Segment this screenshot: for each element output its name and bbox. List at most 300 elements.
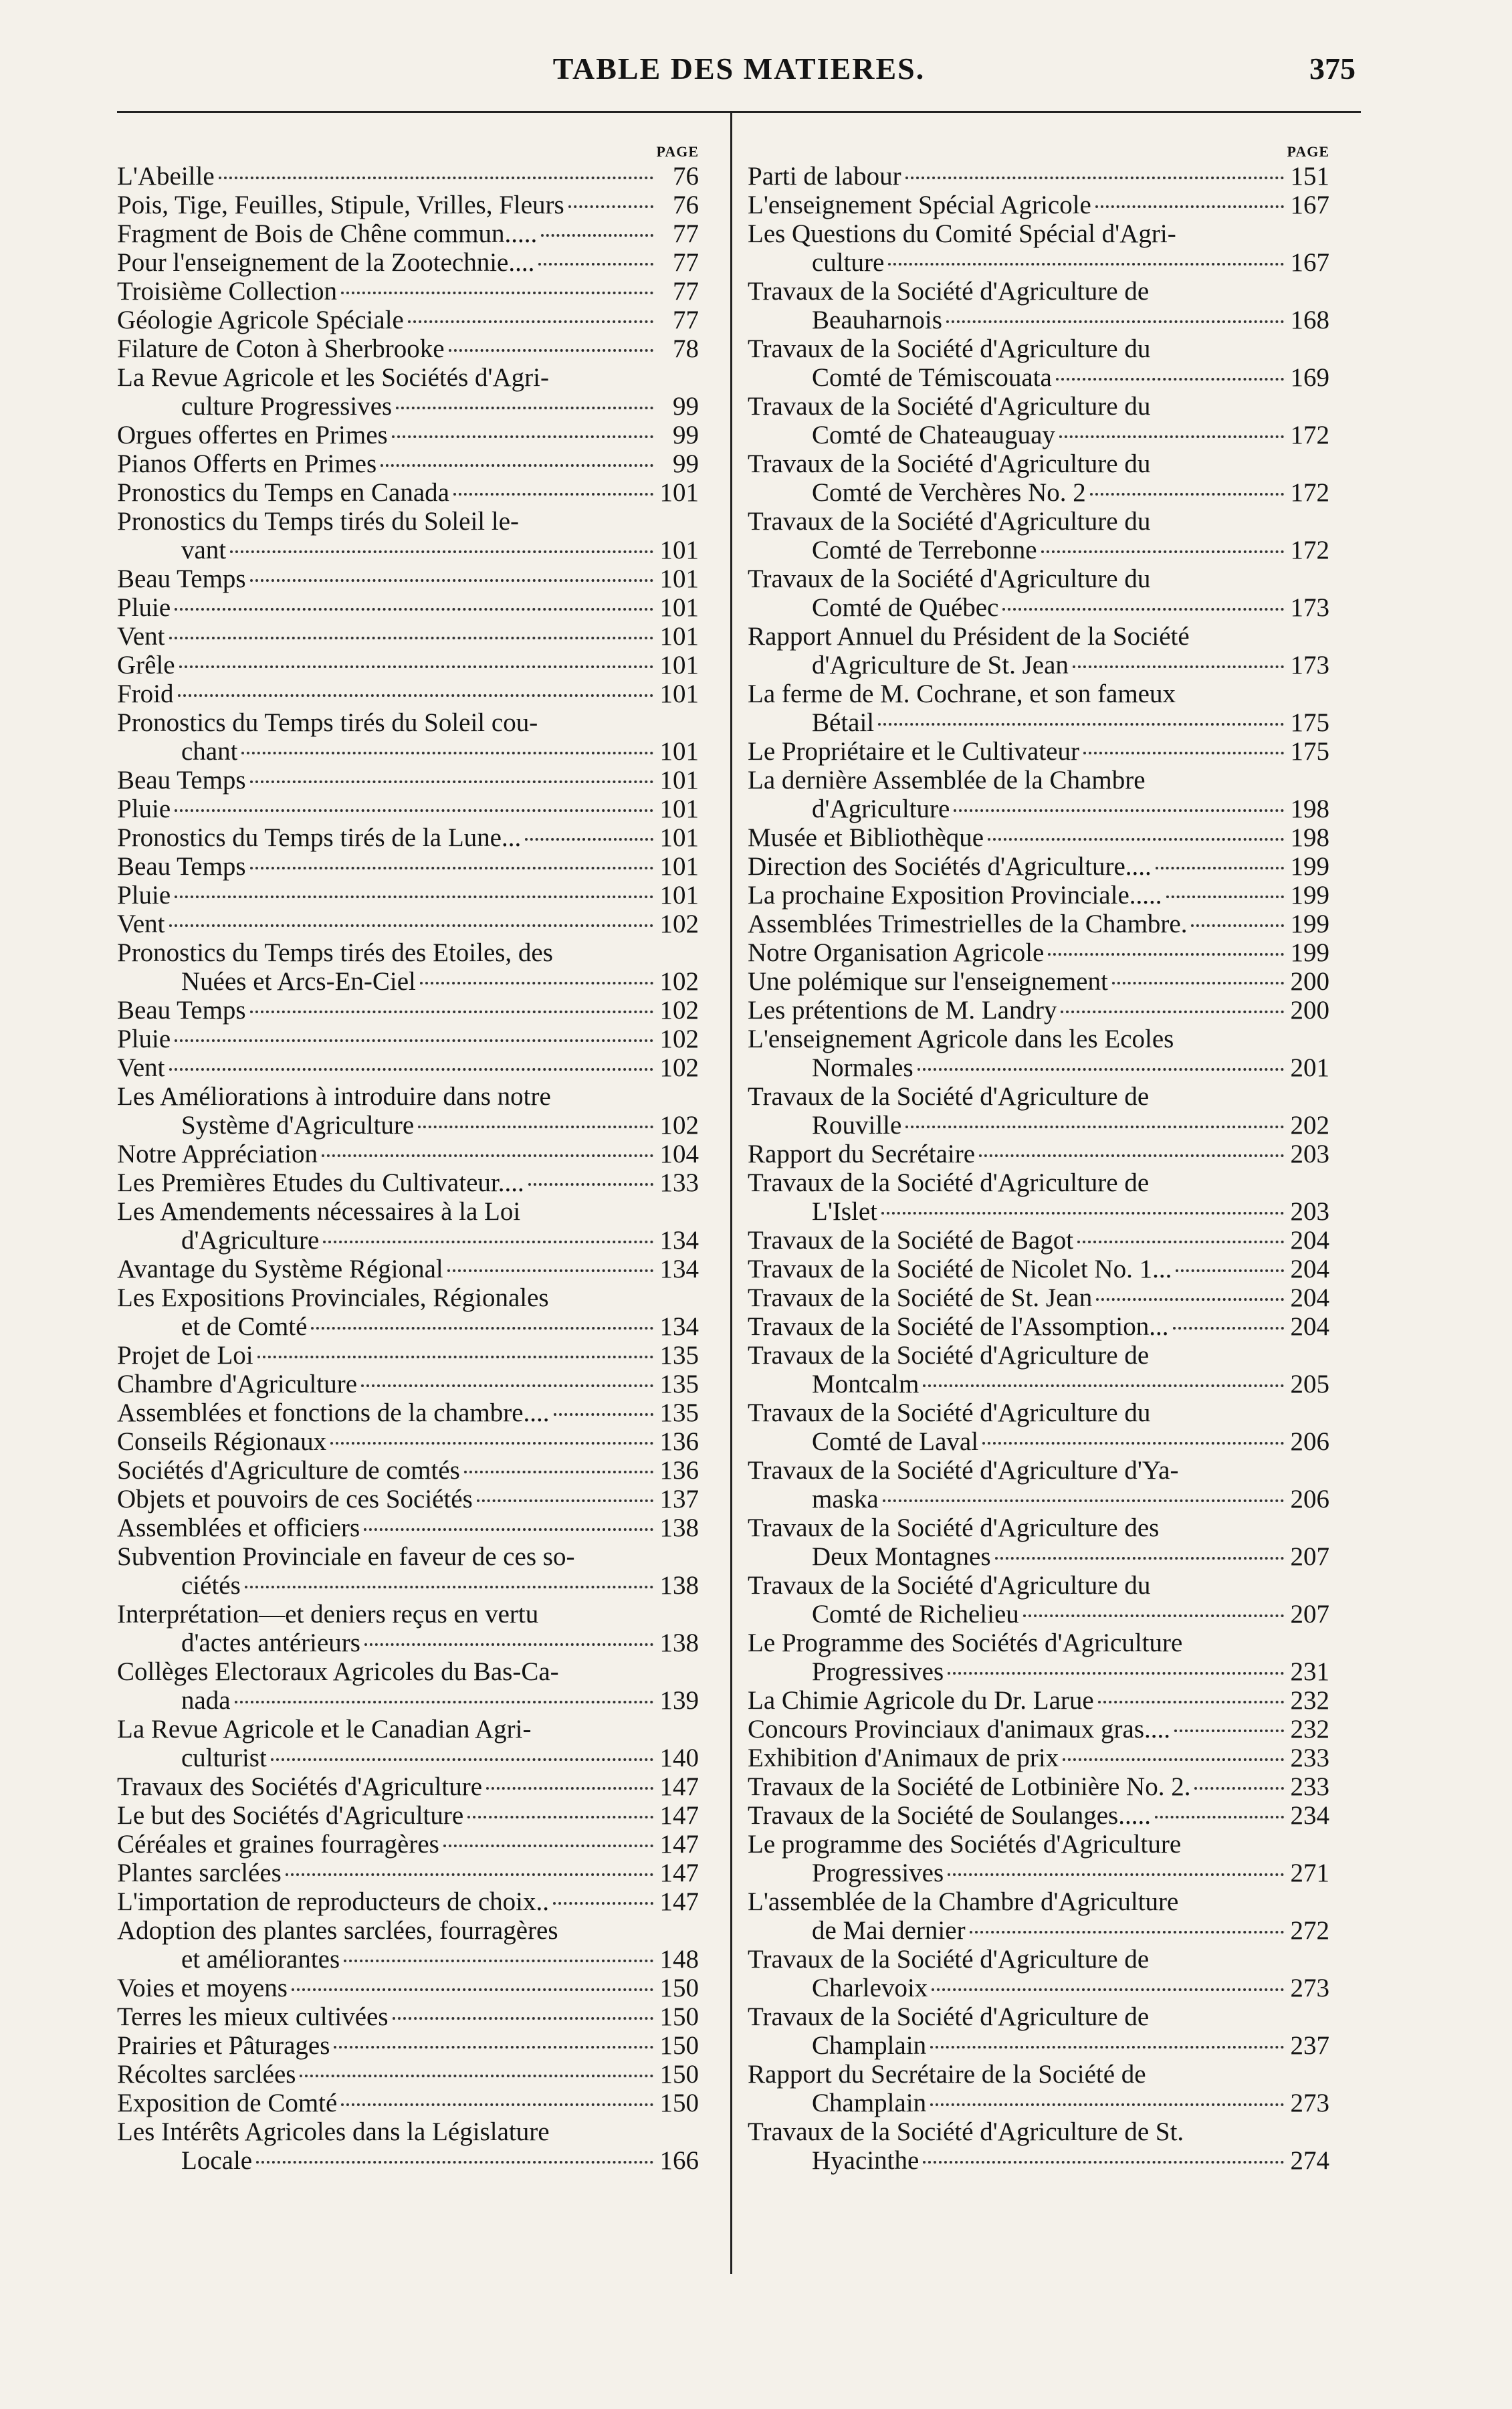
toc-page-number: 150 <box>659 2060 699 2089</box>
toc-entry-title-line: Froid <box>117 679 174 708</box>
toc-entry <box>748 219 1329 277</box>
toc-entry-title-line: Le but des Sociétés d'Agriculture <box>117 1801 464 1830</box>
toc-entry <box>748 2002 1329 2060</box>
dot-leader <box>179 665 653 668</box>
dot-leader <box>486 1787 653 1790</box>
toc-entry <box>117 593 699 622</box>
toc-entry-title-line: Filature de Coton à Sherbrooke <box>117 334 445 363</box>
dot-leader <box>241 752 653 754</box>
toc-page-number: 199 <box>1290 910 1329 938</box>
dot-leader <box>175 608 653 611</box>
toc-entry-title-line: Pluie <box>117 795 171 823</box>
toc-page-number: 99 <box>673 449 699 478</box>
dot-leader <box>477 1499 653 1502</box>
toc-entry-title-line: Beau Temps <box>117 766 246 795</box>
toc-entry-title-line: culture Progressives <box>181 392 393 421</box>
toc-entry-title-line: Pois, Tige, Feuilles, Stipule, Vrilles, Fleurs <box>117 191 564 219</box>
dot-leader <box>1112 982 1284 984</box>
toc-entry <box>117 1974 699 2002</box>
toc-page-number: 231 <box>1290 1657 1329 1686</box>
toc-entry <box>748 1887 1329 1945</box>
dot-leader <box>553 1902 653 1905</box>
toc-entry-title-line: Rouville <box>812 1111 902 1140</box>
toc-entry-title-line: L'importation de reproducteurs de choix.. <box>117 1887 549 1916</box>
toc-entry <box>117 1485 699 1513</box>
toc-entry <box>117 1197 699 1255</box>
toc-entry-title-line: Troisième Collection <box>117 277 337 306</box>
dot-leader <box>344 1960 653 1962</box>
dot-leader <box>364 1528 653 1531</box>
toc-entry-title-line: L'enseignement Spécial Agricole <box>748 191 1091 219</box>
toc-entry-title-line: Vent <box>117 910 165 938</box>
toc-entry-title-line: vant <box>181 536 227 564</box>
toc-entry <box>748 679 1329 737</box>
dot-leader <box>235 1701 653 1703</box>
toc-page-number: 102 <box>659 967 699 996</box>
toc-entry-title-line: d'actes antérieurs <box>181 1629 360 1657</box>
dot-leader <box>1098 1701 1284 1703</box>
dot-leader <box>525 838 653 841</box>
toc-page-number: 167 <box>1290 191 1329 219</box>
toc-entry-title-line: Subvention Provinciale en faveur de ces so- <box>117 1542 575 1571</box>
toc-entry-title-line: Travaux des Sociétés d'Agriculture <box>117 1772 483 1801</box>
toc-entry <box>117 2089 699 2117</box>
toc-entry <box>117 1025 699 1053</box>
toc-entry <box>748 1830 1329 1887</box>
dot-leader <box>917 1068 1284 1071</box>
toc-entry <box>748 622 1329 679</box>
toc-entry-title-line: Travaux de la Société d'Agriculture du <box>748 564 1151 593</box>
toc-page-number: 237 <box>1290 2031 1329 2060</box>
toc-entry <box>748 881 1329 910</box>
toc-entry <box>748 910 1329 938</box>
dot-leader <box>330 1442 653 1445</box>
toc-entry-title-line: Bétail <box>812 708 875 737</box>
toc-entry-title-line: nada <box>181 1686 231 1715</box>
dot-leader <box>334 2046 653 2049</box>
toc-entry <box>748 1226 1329 1255</box>
toc-entry-title-line: Les Expositions Provinciales, Régionales <box>117 1283 549 1312</box>
dot-leader <box>1083 752 1284 754</box>
dot-leader <box>554 1413 653 1416</box>
dot-leader <box>883 1499 1284 1502</box>
toc-page-number: 274 <box>1290 2146 1329 2175</box>
toc-entry-title-line: Vent <box>117 1053 165 1082</box>
toc-entry-title-line: Travaux de la Société d'Agriculture du <box>748 1571 1151 1600</box>
toc-entry <box>117 1341 699 1370</box>
dot-leader <box>300 2075 653 2077</box>
toc-entry <box>748 1513 1329 1571</box>
toc-entry <box>748 823 1329 852</box>
toc-entry <box>117 1082 699 1140</box>
toc-entry-title-line: Beau Temps <box>117 996 246 1025</box>
toc-entry-title-line: Pronostics du Temps en Canada <box>117 478 449 507</box>
dot-leader <box>396 407 653 409</box>
dot-leader <box>175 809 653 812</box>
toc-entry-title-line: Notre Organisation Agricole <box>748 938 1045 967</box>
toc-entry <box>117 1283 699 1341</box>
toc-entry-title-line: Adoption des plantes sarclées, fourragères <box>117 1916 558 1945</box>
toc-entry <box>117 823 699 852</box>
toc-page-number: 200 <box>1290 996 1329 1025</box>
toc-page-number: 204 <box>1290 1312 1329 1341</box>
toc-page-number: 104 <box>659 1140 699 1168</box>
toc-page-number: 206 <box>1290 1485 1329 1513</box>
toc-entry-title-line: Travaux de la Société d'Agriculture de St. <box>748 2117 1184 2146</box>
toc-entry <box>117 449 699 478</box>
toc-entry-title-line: Champlain <box>812 2089 927 2117</box>
toc-entry-title-line: Travaux de la Société de St. Jean <box>748 1283 1093 1312</box>
toc-page-number: 101 <box>659 536 699 564</box>
toc-page-number: 172 <box>1290 478 1329 507</box>
dot-leader <box>271 1758 653 1761</box>
dot-leader <box>930 2103 1284 2106</box>
toc-entry <box>748 162 1329 191</box>
toc-page-number: 77 <box>673 219 699 248</box>
toc-entry <box>748 1686 1329 1715</box>
toc-entry-title-line: Collèges Electoraux Agricoles du Bas-Ca- <box>117 1657 559 1686</box>
dot-leader <box>1061 1011 1284 1013</box>
toc-entry <box>117 766 699 795</box>
dot-leader <box>888 263 1284 266</box>
dot-leader <box>250 780 653 783</box>
toc-entry <box>748 2060 1329 2117</box>
dot-leader <box>948 1873 1284 1876</box>
toc-entry <box>117 708 699 766</box>
toc-entry <box>117 651 699 679</box>
dot-leader <box>322 1154 653 1157</box>
toc-entry <box>117 1456 699 1485</box>
dot-leader <box>169 637 654 639</box>
toc-entry <box>748 1140 1329 1168</box>
toc-entry-title-line: Travaux de la Société de l'Assomption... <box>748 1312 1169 1341</box>
dot-leader <box>453 493 653 496</box>
dot-leader <box>341 2103 653 2106</box>
dot-leader <box>464 1471 653 1473</box>
toc-entry-title-line: culturist <box>181 1744 267 1772</box>
toc-page-number: 167 <box>1290 248 1329 277</box>
toc-entry <box>117 478 699 507</box>
toc-entry-title-line: Les prétentions de M. Landry <box>748 996 1057 1025</box>
toc-page-number: 134 <box>659 1312 699 1341</box>
toc-entry-title-line: Vent <box>117 622 165 651</box>
toc-page-number: 233 <box>1290 1772 1329 1801</box>
toc-entry <box>117 1053 699 1082</box>
toc-page-number: 273 <box>1290 1974 1329 2002</box>
toc-entry <box>117 795 699 823</box>
toc-entry <box>117 334 699 363</box>
dot-leader <box>568 205 653 208</box>
toc-entry-title-line: Deux Montagnes <box>812 1542 991 1571</box>
dot-leader <box>932 1988 1284 1991</box>
toc-page-number: 203 <box>1290 1140 1329 1168</box>
toc-page-number: 102 <box>659 996 699 1025</box>
toc-page-number: 201 <box>1290 1053 1329 1082</box>
dot-leader <box>361 1384 653 1387</box>
toc-entry-title-line: Plantes sarclées <box>117 1859 282 1887</box>
dot-leader <box>538 263 653 266</box>
toc-entry-title-line: Musée et Bibliothèque <box>748 823 984 852</box>
toc-entry <box>748 737 1329 766</box>
dot-leader <box>1077 1241 1284 1243</box>
toc-page-number: 207 <box>1290 1542 1329 1571</box>
toc-entry-title-line: Exposition de Comté <box>117 2089 338 2117</box>
dot-leader <box>995 1557 1284 1560</box>
dot-leader <box>381 464 653 467</box>
toc-page-number: 102 <box>659 1053 699 1082</box>
toc-entry-title-line: Voies et moyens <box>117 1974 288 2002</box>
toc-entry <box>748 449 1329 507</box>
dot-leader <box>364 1643 653 1646</box>
toc-page-number: 151 <box>1290 162 1329 191</box>
toc-entry-title-line: Les Amendements nécessaires à la Loi <box>117 1197 521 1226</box>
toc-entry <box>748 1571 1329 1629</box>
toc-page-number: 205 <box>1290 1370 1329 1398</box>
toc-entry-title-line: Conseils Régionaux <box>117 1427 327 1456</box>
toc-entry-title-line: Travaux de la Société d'Agriculture de <box>748 277 1150 306</box>
toc-entry-title-line: Progressives <box>812 1859 944 1887</box>
left-column <box>117 142 699 2175</box>
toc-entry-title-line: Les Intérêts Agricoles dans la Législature <box>117 2117 550 2146</box>
dot-leader <box>230 550 653 553</box>
dot-leader <box>219 177 653 179</box>
toc-entry-title-line: Travaux de la Société d'Agriculture d'Ya- <box>748 1456 1179 1485</box>
toc-entry-title-line: Travaux de la Société d'Agriculture du <box>748 507 1151 536</box>
toc-entry <box>117 2031 699 2060</box>
toc-entry <box>748 1715 1329 1744</box>
toc-page-number: 200 <box>1290 967 1329 996</box>
toc-entry <box>748 852 1329 881</box>
dot-leader <box>392 435 653 438</box>
toc-entry-title-line: Beau Temps <box>117 852 246 881</box>
toc-entry-title-line: Hyacinthe <box>812 2146 920 2175</box>
toc-page-number: 233 <box>1290 1744 1329 1772</box>
toc-entry <box>748 967 1329 996</box>
toc-entry-title-line: L'Abeille <box>117 162 215 191</box>
toc-entry <box>748 507 1329 564</box>
dot-leader <box>1059 435 1284 438</box>
dot-leader <box>420 982 653 984</box>
toc-entry-title-line: Rapport du Secrétaire de la Société de <box>748 2060 1146 2089</box>
toc-page-number: 137 <box>659 1485 699 1513</box>
toc-entry-title-line: La prochaine Exposition Provinciale..... <box>748 881 1162 910</box>
toc-page-number: 101 <box>659 881 699 910</box>
toc-entry-title-line: Orgues offertes en Primes <box>117 421 388 449</box>
toc-entry-title-line: La dernière Assemblée de la Chambre <box>748 766 1146 795</box>
toc-entry-title-line: d'Agriculture <box>812 795 950 823</box>
toc-entry <box>117 1542 699 1600</box>
toc-entry-title-line: Pluie <box>117 1025 171 1053</box>
toc-page-number: 273 <box>1290 2089 1329 2117</box>
toc-page-number: 204 <box>1290 1226 1329 1255</box>
toc-page-number: 135 <box>659 1341 699 1370</box>
toc-entry-title-line: Assemblées Trimestrielles de la Chambre. <box>748 910 1188 938</box>
dot-leader <box>1191 924 1284 927</box>
toc-page-number: 147 <box>659 1859 699 1887</box>
toc-entry <box>117 162 699 191</box>
dot-leader <box>169 924 654 927</box>
toc-entry-title-line: Nuées et Arcs-En-Ciel <box>181 967 416 996</box>
toc-page-number: 173 <box>1290 651 1329 679</box>
toc-entry-title-line: Projet de Loi <box>117 1341 253 1370</box>
toc-entry-title-line: Travaux de la Société d'Agriculture de <box>748 1341 1150 1370</box>
toc-page-number: 232 <box>1290 1686 1329 1715</box>
toc-page-number: 234 <box>1290 1801 1329 1830</box>
toc-page-number: 102 <box>659 1025 699 1053</box>
toc-entry-title-line: Travaux de la Société de Lotbinière No. 2. <box>748 1772 1191 1801</box>
dot-leader <box>954 809 1284 812</box>
toc-page-number: 140 <box>659 1744 699 1772</box>
toc-entry <box>117 1398 699 1427</box>
left-page-label: PAGE <box>656 143 699 160</box>
dot-leader <box>292 1988 653 1991</box>
toc-entry-title-line: Terres les mieux cultivées <box>117 2002 389 2031</box>
toc-entry-title-line: Pour l'enseignement de la Zootechnie.... <box>117 248 535 277</box>
toc-page-number: 173 <box>1290 593 1329 622</box>
toc-page-number: 147 <box>659 1887 699 1916</box>
dot-leader <box>982 1442 1284 1445</box>
toc-entry-title-line: Géologie Agricole Spéciale <box>117 306 404 334</box>
toc-page-number: 99 <box>673 421 699 449</box>
toc-page-number: 102 <box>659 1111 699 1140</box>
toc-entry-title-line: Travaux de la Société d'Agriculture des <box>748 1513 1160 1542</box>
toc-entry-title-line: La ferme de M. Cochrane, et son fameux <box>748 679 1176 708</box>
toc-entry-title-line: Travaux de la Société de Bagot <box>748 1226 1074 1255</box>
dot-leader <box>1176 1269 1284 1272</box>
toc-entry-title-line: L'Islet <box>812 1197 877 1226</box>
dot-leader <box>1023 1614 1284 1617</box>
toc-entry-title-line: Pluie <box>117 593 171 622</box>
toc-entry-title-line: Rapport du Secrétaire <box>748 1140 976 1168</box>
dot-leader <box>878 723 1284 726</box>
toc-page-number: 101 <box>659 651 699 679</box>
toc-entry-title-line: Travaux de la Société d'Agriculture du <box>748 334 1151 363</box>
toc-entry-title-line: et améliorantes <box>181 1945 340 1974</box>
toc-entry-title-line: Les Améliorations à introduire dans notre <box>117 1082 551 1111</box>
toc-entry-title-line: Travaux de la Société d'Agriculture du <box>748 449 1151 478</box>
toc-entry-title-line: Comté de Verchères No. 2 <box>812 478 1086 507</box>
toc-page-number: 150 <box>659 2089 699 2117</box>
toc-entry-title-line: Prairies et Pâturages <box>117 2031 330 2060</box>
toc-entry <box>748 1945 1329 2002</box>
page-number: 375 <box>1309 51 1356 86</box>
toc-entry-title-line: Charlevoix <box>812 1974 928 2002</box>
toc-page-number: 150 <box>659 1974 699 2002</box>
toc-entry-title-line: Locale <box>181 2146 253 2175</box>
toc-entry-title-line: Pluie <box>117 881 171 910</box>
toc-entry-title-line: Normales <box>812 1053 913 1082</box>
toc-entry <box>748 1082 1329 1140</box>
toc-page-number: 138 <box>659 1513 699 1542</box>
toc-page-number: 202 <box>1290 1111 1329 1140</box>
toc-entry <box>117 2117 699 2175</box>
toc-entry-title-line: Les Questions du Comité Spécial d'Agri- <box>748 219 1176 248</box>
dot-leader <box>1095 205 1284 208</box>
toc-entry <box>748 392 1329 449</box>
toc-entry <box>117 852 699 881</box>
toc-entry-title-line: Le programme des Sociétés d'Agriculture <box>748 1830 1182 1859</box>
toc-entry-title-line: Rapport Annuel du Président de la Société <box>748 622 1190 651</box>
toc-entry-title-line: Travaux de la Société d'Agriculture de <box>748 2002 1150 2031</box>
toc-entry <box>748 2117 1329 2175</box>
toc-entry <box>748 938 1329 967</box>
dot-leader <box>250 867 653 869</box>
toc-entry <box>748 1398 1329 1456</box>
dot-leader <box>1048 953 1284 956</box>
toc-page-number: 150 <box>659 2002 699 2031</box>
toc-entry-title-line: Travaux de la Société de Soulanges..... <box>748 1801 1151 1830</box>
toc-entry <box>748 1341 1329 1398</box>
dot-leader <box>1155 1816 1284 1818</box>
toc-entry-title-line: Pronostics du Temps tirés de la Lune... <box>117 823 522 852</box>
header-rule <box>117 111 1361 113</box>
dot-leader <box>1073 665 1284 668</box>
dot-leader <box>245 1586 653 1588</box>
toc-entry-title-line: Assemblées et fonctions de la chambre.... <box>117 1398 550 1427</box>
toc-entry-title-line: La Revue Agricole et les Sociétés d'Agri- <box>117 363 549 392</box>
toc-entry <box>748 1025 1329 1082</box>
toc-entry <box>117 219 699 248</box>
toc-entry-title-line: Le Programme des Sociétés d'Agriculture <box>748 1629 1183 1657</box>
toc-entry-title-line: Grêle <box>117 651 175 679</box>
toc-page-number: 172 <box>1290 421 1329 449</box>
dot-leader <box>418 1126 653 1128</box>
toc-entry <box>117 421 699 449</box>
dot-leader <box>250 1011 653 1013</box>
toc-page-number: 134 <box>659 1226 699 1255</box>
toc-page-number: 101 <box>659 679 699 708</box>
toc-entry-title-line: Travaux de la Société d'Agriculture du <box>748 1398 1151 1427</box>
toc-page-number: 271 <box>1290 1859 1329 1887</box>
toc-page-number: 206 <box>1290 1427 1329 1456</box>
toc-entry-title-line: Sociétés d'Agriculture de comtés <box>117 1456 460 1485</box>
dot-leader <box>256 2161 653 2164</box>
right-page-label: PAGE <box>1287 143 1329 160</box>
dot-leader <box>1002 608 1284 611</box>
toc-entry-title-line: d'Agriculture de St. Jean <box>812 651 1069 679</box>
dot-leader <box>449 349 653 352</box>
dot-leader <box>393 2017 653 2020</box>
toc-page-number: 101 <box>659 852 699 881</box>
dot-leader <box>311 1327 653 1330</box>
toc-entry <box>117 1370 699 1398</box>
toc-entry <box>117 622 699 651</box>
toc-entry-title-line: Champlain <box>812 2031 927 2060</box>
toc-page-number: 147 <box>659 1801 699 1830</box>
dot-leader <box>1090 493 1284 496</box>
dot-leader <box>1041 550 1284 553</box>
toc-entry <box>748 277 1329 334</box>
toc-entry-title-line: Fragment de Bois de Chêne commun..... <box>117 219 538 248</box>
toc-page-number: 199 <box>1290 881 1329 910</box>
dot-leader <box>1194 1787 1284 1790</box>
toc-entry <box>748 1744 1329 1772</box>
toc-entry-title-line: Objets et pouvoirs de ces Sociétés <box>117 1485 473 1513</box>
toc-entry <box>117 1140 699 1168</box>
toc-entry-title-line: La Chimie Agricole du Dr. Larue <box>748 1686 1094 1715</box>
toc-page-number: 135 <box>659 1398 699 1427</box>
toc-entry-title-line: de Mai dernier <box>812 1916 966 1945</box>
toc-page-number: 101 <box>659 593 699 622</box>
toc-entry <box>117 507 699 564</box>
toc-entry <box>117 881 699 910</box>
toc-entry <box>117 1772 699 1801</box>
dot-leader <box>948 1672 1284 1675</box>
dot-leader <box>541 234 653 237</box>
toc-entry-title-line: La Revue Agricole et le Canadian Agri- <box>117 1715 532 1744</box>
toc-page-number: 76 <box>673 191 699 219</box>
toc-page-number: 199 <box>1290 938 1329 967</box>
